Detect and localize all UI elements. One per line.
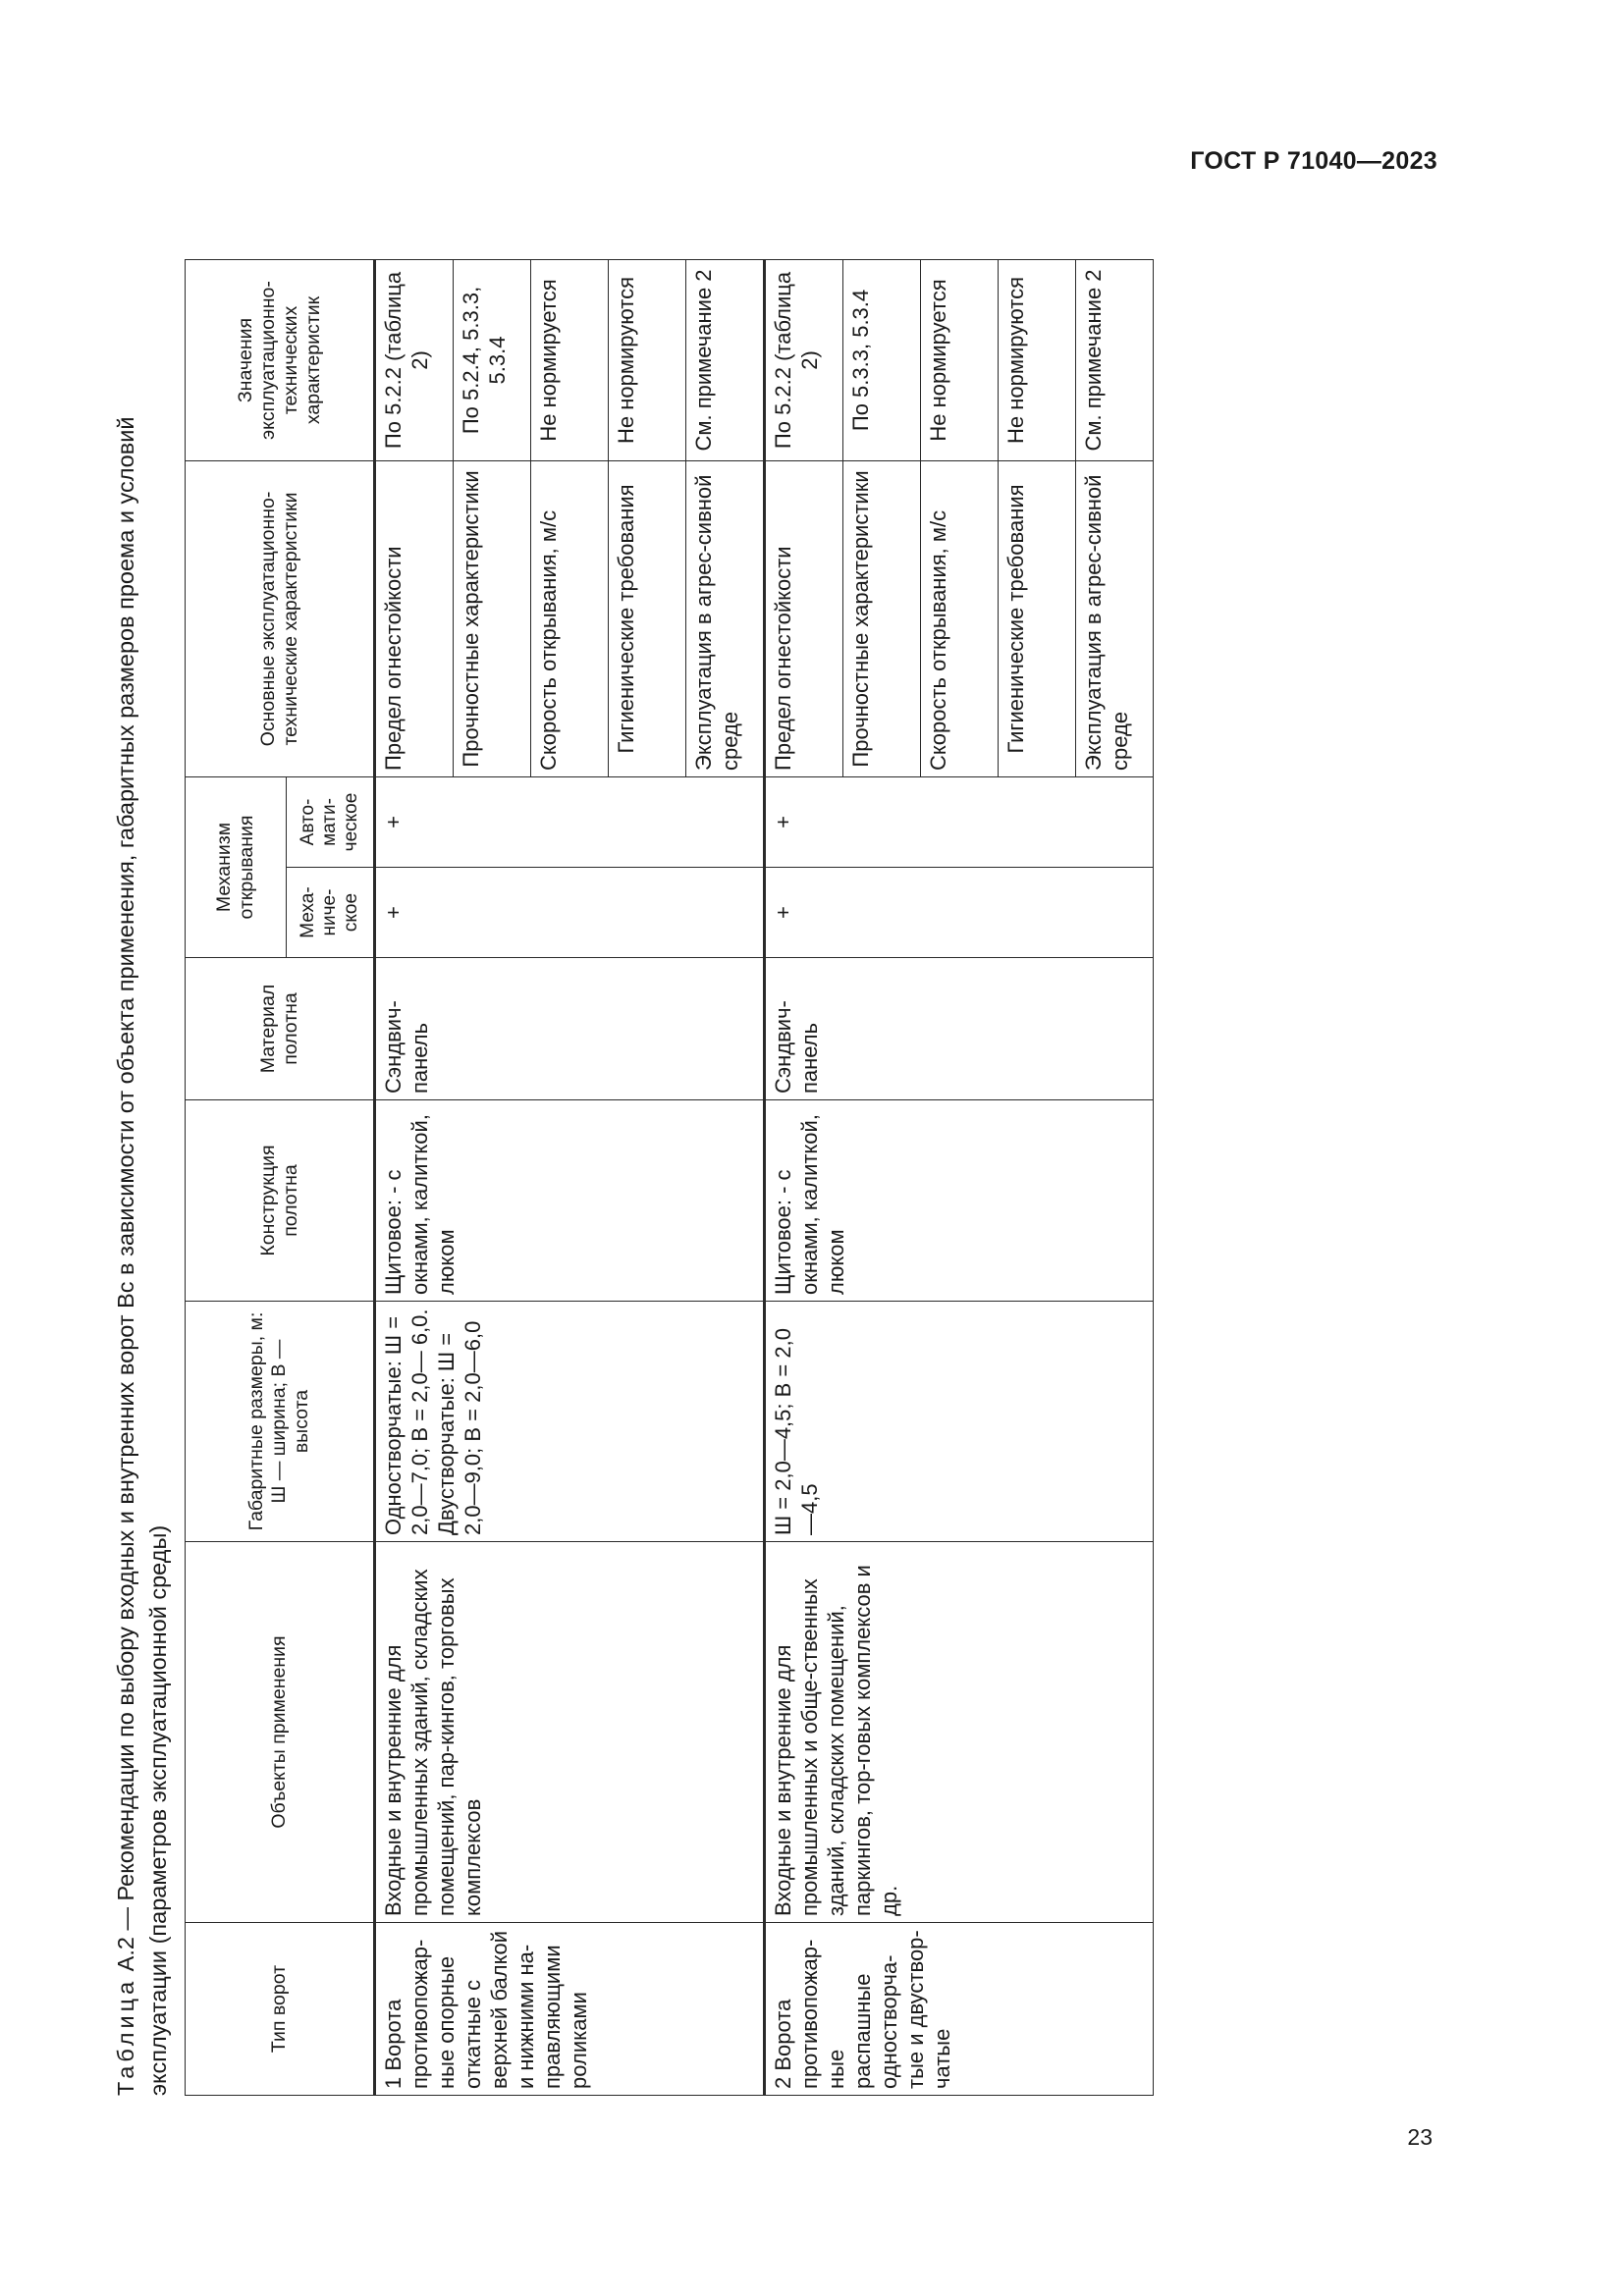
page-number: 23	[1407, 2124, 1433, 2150]
document-standard-number: ГОСТ Р 71040—2023	[1190, 147, 1437, 175]
header-objects: Объекты применения	[186, 1542, 375, 1923]
group2-characteristic-1: Предел огнестойкости	[765, 460, 843, 776]
group1-objects: Входные и внутренние для промышленных зданий, складских помещений, пар-кингов, торговых комплексов	[375, 1542, 765, 1923]
header-dimensions: Габаритные размеры, м: Ш — ширина; В — высота	[186, 1302, 375, 1542]
group2-material: Сэндвич-панель	[765, 958, 1154, 1100]
group2-construction: Щитовое: - с окнами, калиткой, люком	[765, 1100, 1154, 1302]
group2-characteristic-3: Скорость открывания, м/с	[921, 460, 999, 776]
group1-value-5: См. примечание 2	[686, 259, 765, 460]
header-mech-auto: Авто-мати-ческое	[287, 776, 375, 867]
group1-characteristic-3: Скорость открывания, м/с	[531, 460, 609, 776]
group2-characteristic-2: Прочностные характеристики	[843, 460, 921, 776]
group2-objects: Входные и внутренние для промышленных и обще-ственных зданий, складских помещений, паркингов, тор-говых комплексов и др.	[765, 1542, 1154, 1923]
group2-mech-auto: +	[765, 776, 1154, 867]
group1-type: 1 Ворота противопожар-ные опорные откатные с верхней балкой и нижними на-правляющими роликами	[375, 1923, 765, 2096]
group1-material: Сэндвич-панель	[375, 958, 765, 1100]
caption-line2: эксплуатации (параметров эксплуатационной среды)	[145, 1524, 171, 2096]
group2-type: 2 Ворота противопожар-ные распашные одностворча-тые и двуствор-чатые	[765, 1923, 1154, 2096]
header-mech-manual: Меха-ниче-ское	[287, 868, 375, 958]
group1-characteristic-2: Прочностные характеристики	[454, 460, 531, 776]
group2-value-4: Не нормируются	[999, 259, 1076, 460]
group1-characteristic-4: Гигиенические требования	[609, 460, 686, 776]
header-mechanism: Механизм открывания	[186, 776, 287, 957]
rotated-table-area	[110, 83, 1298, 2096]
table-caption	[110, 83, 175, 2096]
gates-table	[185, 259, 1154, 2096]
group1-construction: Щитовое: - с окнами, калиткой, люком	[375, 1100, 765, 1302]
group1-value-1: По 5.2.2 (таблица 2)	[375, 259, 454, 460]
group1-characteristic-1: Предел огнестойкости	[375, 460, 454, 776]
header-characteristics: Основные эксплуатационно-технические характеристики	[186, 460, 375, 776]
group1-value-4: Не нормируются	[609, 259, 686, 460]
group1-value-3: Не нормируется	[531, 259, 609, 460]
group2-dimensions: Ш = 2,0—4,5; В = 2,0—4,5	[765, 1302, 1154, 1542]
group2-value-3: Не нормируется	[921, 259, 999, 460]
header-material: Материал полотна	[186, 958, 375, 1100]
group2-value-2: По 5.3.3, 5.3.4	[843, 259, 921, 460]
group2-characteristic-4: Гигиенические требования	[999, 460, 1076, 776]
header-values: Значения эксплуатационно-технических характеристик	[186, 259, 375, 460]
header-type: Тип ворот	[186, 1923, 375, 2096]
group1-mech-auto: +	[375, 776, 765, 867]
group2-mech-manual: +	[765, 868, 1154, 958]
caption-text: А.2 — Рекомендации по выбору входных и внутренних ворот Вс в зависимости от объекта применения, габаритных размеров проема и условий	[113, 416, 138, 1978]
group1-value-2: По 5.2.4, 5.3.3, 5.3.4	[454, 259, 531, 460]
group2-value-1: По 5.2.2 (таблица 2)	[765, 259, 843, 460]
group1-mech-manual: +	[375, 868, 765, 958]
group1-dimensions: Одностворчатые: Ш = 2,0—7,0; В = 2,0— 6,0. Двустворчатые: Ш = 2,0—9,0; В = 2,0—6,0	[375, 1302, 765, 1542]
group2-characteristic-5: Эксплуатация в агрес-сивной среде	[1076, 460, 1154, 776]
group1-characteristic-5: Эксплуатация в агрес-сивной среде	[686, 460, 765, 776]
header-construction: Конструкция полотна	[186, 1100, 375, 1302]
group2-value-5: См. примечание 2	[1076, 259, 1154, 460]
caption-prefix: Таблица	[113, 1977, 138, 2096]
